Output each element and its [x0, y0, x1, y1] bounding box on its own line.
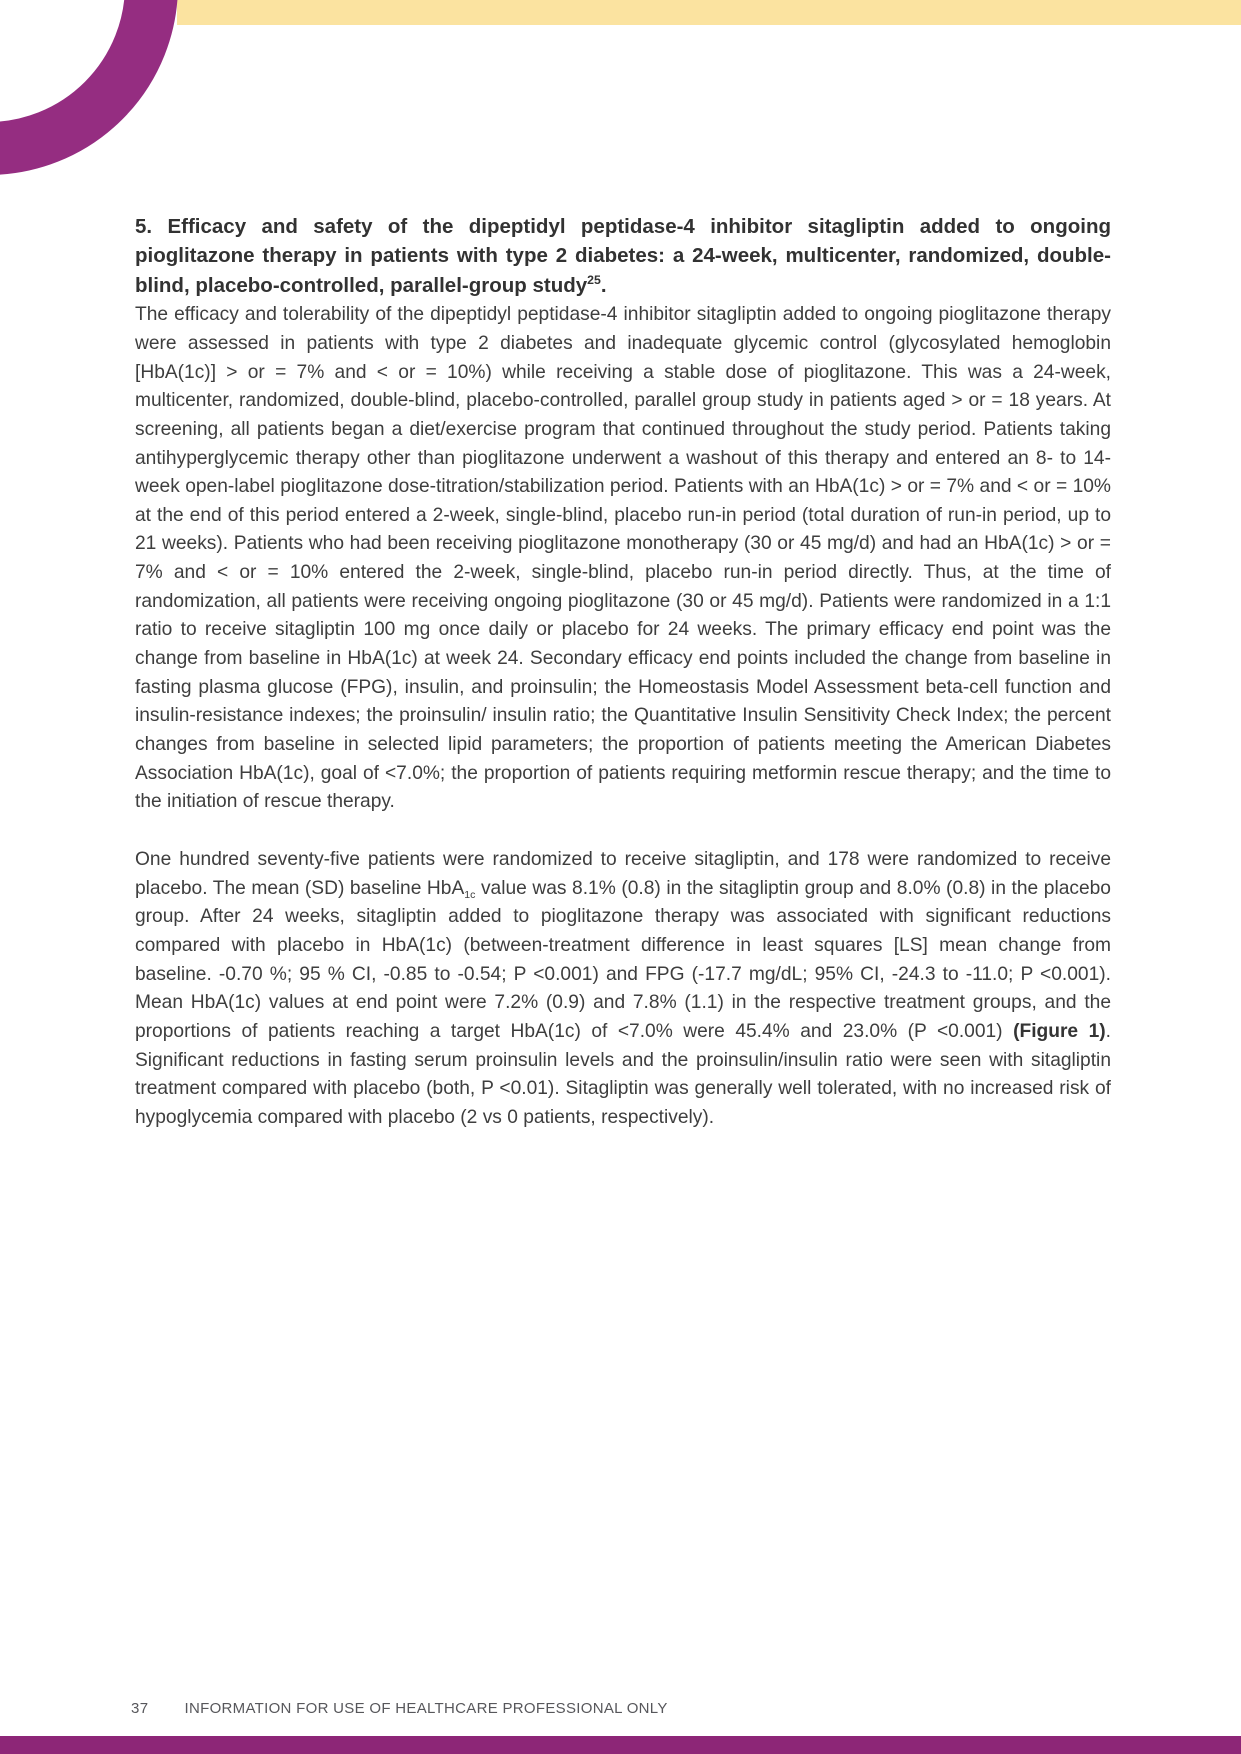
corner-arc-decoration: [0, 0, 178, 175]
footer-notice: INFORMATION FOR USE OF HEALTHCARE PROFESSIONAL ONLY: [184, 1700, 668, 1717]
paragraph-study-design: The efficacy and tolerability of the dipeptidyl peptidase-4 inhibitor sitagliptin added to ongoing pioglitazone therapy were assessed in patients with type 2 diabetes and inadequate glycemic control (glycosylated hemoglobin [HbA(1c)] > or = 7% and < or = 10%) while receiving a stable dose of pioglitazone. This was a 24-week, multicenter, randomized, double-blind, placebo-controlled, parallel group study in patients aged > or = 18 years. At screening, all patients began a diet/exercise program that continued throughout the study period. Patients taking antihyperglycemic therapy other than pioglitazone underwent a washout of this therapy and entered an 8- to 14-week open-label pioglitazone dose-titration/stabilization period. Patients with an HbA(1c) > or = 7% and < or = 10% at the end of this period entered a 2-week, single-blind, placebo run-in period (total duration of run-in period, up to 21 weeks). Patients who had been receiving pioglitazone monotherapy (30 or 45 mg/d) and had an HbA(1c) > or = 7% and < or = 10% entered the 2-week, single-blind, placebo run-in period directly. Thus, at the time of randomization, all patients were receiving ongoing pioglitazone (30 or 45 mg/d). Patients were randomized in a 1:1 ratio to receive sitagliptin 100 mg once daily or placebo for 24 weeks. The primary efficacy end point was the change from baseline in HbA(1c) at week 24. Secondary efficacy end points included the change from baseline in fasting plasma glucose (FPG), insulin, and proinsulin; the Homeostasis Model Assessment beta-cell function and insulin-resistance indexes; the proinsulin/ insulin ratio; the Quantitative Insulin Sensitivity Check Index; the percent changes from baseline in selected lipid parameters; the proportion of patients meeting the American Diabetes Association HbA(1c), goal of <7.0%; the proportion of patients requiring metformin rescue therapy; and the time to the initiation of rescue therapy.: [135, 304, 1111, 813]
page-number: 37: [131, 1700, 149, 1717]
top-yellow-band-decoration: [177, 0, 1241, 25]
section-heading: 5. Efficacy and safety of the dipeptidyl peptidase-4 inhibitor sitagliptin added to ongoing pioglitazone therapy in patients with type 2 diabetes: a 24-week, multicenter, randomized, double-blind, placebo-controlled, parallel-group study$^{25}$.: [135, 215, 1111, 297]
bottom-purple-bar-decoration: [0, 1736, 1241, 1754]
paragraph-study-results: One hundred seventy-five patients were randomized to receive sitagliptin, and 178 were randomized to receive placebo. The mean (SD) baseline HbA$_{1c}$ value was 8.1% (0.8) in the sitagliptin group and 8.0% (0.8) in the placebo group. After 24 weeks, sitagliptin added to pioglitazone therapy was associated with significant reductions compared with placebo in HbA(1c) (between-treatment difference in least squares [LS] mean change from baseline. -0.70 %; 95 % CI, -0.85 to -0.54; P <0.001) and FPG (-17.7 mg/dL; 95% CI, -24.3 to -11.0; P <0.001). Mean HbA(1c) values at end point were 7.2% (0.9) and 7.8% (1.1) in the respective treatment groups, and the proportions of patients reaching a target HbA(1c) of <7.0% were 45.4% and 23.0% (P <0.001) (Figure 1). Significant reductions in fasting serum proinsulin levels and the proinsulin/insulin ratio were seen with sitagliptin treatment compared with placebo (both, P <0.01). Sitagliptin was generally well tolerated, with no increased risk of hypoglycemia compared with placebo (2 vs 0 patients, respectively).: [135, 849, 1111, 1128]
article-body: [135, 212, 1111, 1133]
page-footer: [131, 1700, 668, 1717]
